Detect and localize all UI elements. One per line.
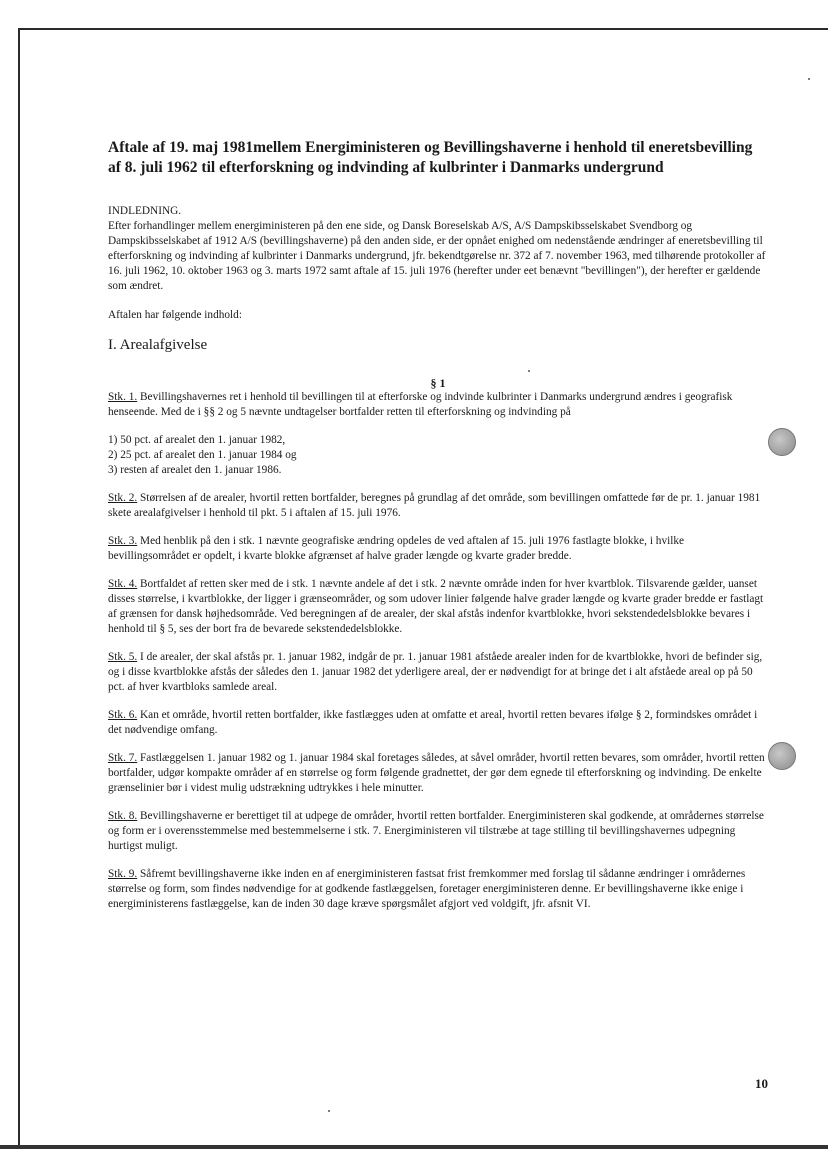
stk-3-text: Med henblik på den i stk. 1 nævnte geografiske ændring opdeles de ved aftalen af 15. juli 1976 fastlagte blokke, i hvilke bevillingsområdet er opdelt, i kvarte blokke afgrænset af halve grader længde og kvarte grader bredde. [108, 535, 685, 562]
stk-8-text: Bevillingshaverne er berettiget til at udpege de områder, hvortil retten bortfalder. Energiministeren skal godkende, at områdernes størrelse og form er i overensstemmelse med bestemmelserne i stk. 7. Energiministeren vil tilstræbe at tage stilling til bevillingshavernes udpegning hurtigst muligt. [108, 810, 764, 852]
stk-4-text: Bortfaldet af retten sker med de i stk. 1 nævnte andele af det i stk. 2 nævnte område inden for hver kvartblok. Tilsvarende gælder, uanset disses størrelse, i kvartblokke, der ligger i grænseområder, og som udover linier følgende halve grader længde og kvarte grader bredde er fastlagt af grænsen for dansk højhedsområde. Ved beregningen af de arealer, der skal afstås indenfor kvartblokke, hvori sekstendedelsblokke bevares i henhold til § 5, ses der bort fra de bevarede sekstendedelsblokke. [108, 578, 764, 635]
document-body [108, 138, 768, 925]
stk-9-text: Såfremt bevillingshaverne ikke inden en af energiministeren fastsat frist fremkommer med forslag til sådanne ændringer i områdernes størrelse og form, som findes nødvendige for at godkende fastlæggelsen, foretager energiministeren denne. Er bevillingshaverne ikke enige i energiministerens fastlæggelse, kan de inden 30 dage kræve spørgsmålet afgjort ved voldgift, jfr. afsnit VI. [108, 868, 746, 910]
stk-9-label: Stk. 9. [108, 868, 138, 880]
stk-7-text: Fastlæggelsen 1. januar 1982 og 1. januar 1984 skal foretages således, at såvel områder, hvortil retten bevares, som områder, hvortil retten bortfalder, udgør kompakte områder af en størrelse og form følgende gradnettet, der gør dem egnede til efterforskning og indvinding. De enkelte grænselinier bør i videst mulig udstrækning udtrykkes i hele minutter. [108, 752, 765, 794]
area-list [108, 433, 768, 478]
stk-1-text: Bevillingshavernes ret i henhold til bevillingen til at efterforske og indvinde kulbrinter i Danmarks undergrund ændres i geografisk henseende. Med de i §§ 2 og 5 nævnte undtagelser bortfalder retten til efterforskning og indvinding på [108, 391, 733, 418]
stk-7 [108, 751, 768, 796]
list-item: 2) 25 pct. af arealet den 1. januar 1984 og [108, 449, 297, 461]
stk-2-label: Stk. 2. [108, 492, 138, 504]
stk-5-label: Stk. 5. [108, 651, 138, 663]
stk-9 [108, 867, 768, 912]
scan-edge-bottom [0, 1145, 828, 1149]
stk-7-label: Stk. 7. [108, 752, 138, 764]
stk-8-label: Stk. 8. [108, 810, 138, 822]
list-item: 3) resten af arealet den 1. januar 1986. [108, 464, 282, 476]
paragraph-number: § 1 [430, 376, 446, 390]
stk-6-text: Kan et område, hvortil retten bortfalder, ikke fastlægges uden at omfatte et areal, hvortil retten bevares ifølge § 2, formindskes området i det nødvendige omfang. [108, 709, 758, 736]
stk-5 [108, 650, 768, 695]
stk-6 [108, 708, 768, 738]
punch-hole-upper [768, 428, 796, 456]
scan-edge-left [18, 28, 20, 1145]
scan-speck [328, 1110, 330, 1112]
stk-8 [108, 809, 768, 854]
stk-5-text: I de arealer, der skal afstås pr. 1. januar 1982, indgår de pr. 1. januar 1981 afståede arealer inden for de kvartblokke, hvori de befinder sig, og i disse kvartblokke afstås der således den 1. januar 1982 det yderligere areal, der er nødvendigt for at bringe det i alt afståede areal op på 50 pct. af hver kvartbloks samlede areal. [108, 651, 763, 693]
document-title: Aftale af 19. maj 1981mellem Energiministeren og Bevillingshaverne i henhold til eneretsbevilling af 8. juli 1962 til efterforskning og indvinding af kulbrinter i Danmarks undergrund [108, 139, 753, 176]
intro-heading: INDLEDNING. [108, 205, 182, 217]
stk-1-label: Stk. 1. [108, 391, 138, 403]
scan-speck [808, 78, 810, 80]
stk-6-label: Stk. 6. [108, 709, 138, 721]
stk-2-text: Størrelsen af de arealer, hvortil retten bortfalder, beregnes på grundlag af det område, som bevillingen omfattede før de pr. 1. januar 1981 skete arealafgivelser i henhold til pkt. 5 i aftalen af 15. juli 1976. [108, 492, 761, 519]
stk-4 [108, 577, 768, 637]
page-number: 10 [755, 1076, 768, 1091]
scan-edge-top [18, 28, 828, 30]
stk-4-label: Stk. 4. [108, 578, 138, 590]
intro-text: Efter forhandlinger mellem energiministeren på den ene side, og Dansk Boreselskab A/S, A/S Dampskibsselskabet Svendborg og Dampskibsselskabet af 1912 A/S (bevillingshaverne) på den anden side, er der opnået enighed om nedenstående ændringer af eneretsbevilling til efterforskning og indvinding af kulbrinter i Danmarks undergrund, jfr. bekendtgørelse nr. 372 af 7. november 1963, med tilhørende protokoller af 16. juli 1962, 10. oktober 1963 og 3. marts 1972 samt aftale af 15. juli 1976 (herefter under eet benævnt "bevillingen"), der herefter er gældende som ændret. [108, 220, 766, 292]
section-heading: I. Arealafgivelse [108, 337, 208, 353]
stk-1 [108, 390, 768, 420]
content-intro: Aftalen har følgende indhold: [108, 309, 242, 321]
stk-3-label: Stk. 3. [108, 535, 138, 547]
punch-hole-lower [768, 742, 796, 770]
stk-3 [108, 534, 768, 564]
list-item: 1) 50 pct. af arealet den 1. januar 1982, [108, 434, 286, 446]
stk-2 [108, 491, 768, 521]
